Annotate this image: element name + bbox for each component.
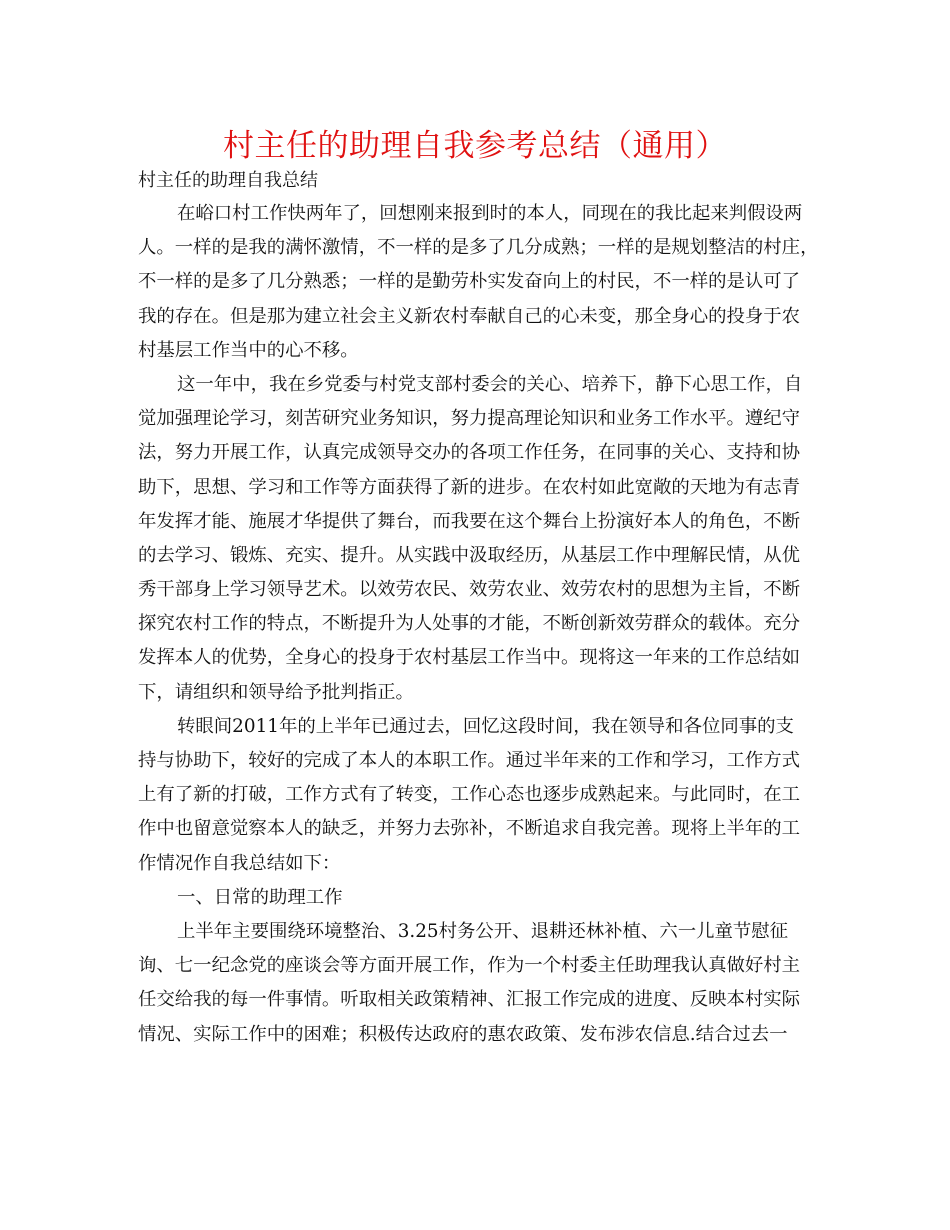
text-line: 下，请组织和领导给予批判指正。	[138, 681, 414, 703]
document-body	[138, 197, 818, 1052]
text-line: 作中也留意觉察本人的缺乏，并努力去弥补，不断追求自我完善。现将上半年的工	[138, 818, 801, 840]
paragraph-4	[138, 915, 818, 1052]
text-line: 上半年主要围绕环境整治、3.25村务公开、退耕还林补植、六一儿童节慰征	[177, 920, 789, 942]
text-line: 探究农村工作的特点，不断提升为人处事的才能，不断创新效劳群众的载体。充分	[138, 613, 801, 635]
text-line: 询、七一纪念党的座谈会等方面开展工作，作为一个村委主任助理我认真做好村主	[138, 955, 801, 977]
text-line: 在峪口村工作快两年了，回想刚来报到时的本人，同现在的我比起来判假设两	[177, 203, 803, 224]
text-line: 不一样的是多了几分熟悉；一样的是勤劳朴实发奋向上的村民，不一样的是认可了	[138, 271, 801, 293]
paragraph-2	[138, 368, 818, 710]
text-line: 我的存在。但是那为建立社会主义新农村奉献自己的心未变，那全身心的投身于农	[138, 305, 801, 327]
text-line: 发挥本人的优势，全身心的投身于农村基层工作当中。现将这一年来的工作总结如	[138, 647, 801, 669]
text-line: 的去学习、锻炼、充实、提升。从实践中汲取经历，从基层工作中理解民情，从优	[138, 544, 801, 566]
section-heading-daily-work	[138, 881, 818, 915]
text-line: 情况、实际工作中的困难；积极传达政府的惠农政策、发布涉农信息.结合过去一	[138, 1023, 788, 1045]
text-line: 上有了新的打破，工作方式有了转变，工作心态也逐步成熟起来。与此同时，在工	[138, 784, 801, 806]
text-line: 这一年中，我在乡党委与村党支部村委会的关心、培养下，静下心思工作，自	[177, 373, 803, 395]
text-line: 村基层工作当中的心不移。	[138, 339, 359, 361]
document-subtitle: 村主任的助理自我总结	[138, 170, 318, 191]
text-line: 助下，思想、学习和工作等方面获得了新的进步。在农村如此宽敞的天地为有志青	[138, 476, 801, 498]
text-line: 任交给我的每一件事情。听取相关政策精神、汇报工作完成的进度、反映本村实际	[138, 989, 801, 1011]
paragraph-3	[138, 710, 818, 881]
text-line: 持与协助下，较好的完成了本人的本职工作。通过半年来的工作和学习，工作方式	[138, 750, 801, 771]
text-line: 秀干部身上学习领导艺术。以效劳农民、效劳农业、效劳农村的思想为主旨，不断	[138, 579, 801, 601]
paragraph-1	[138, 197, 818, 368]
text-line: 年发挥才能、施展才华提供了舞台，而我要在这个舞台上扮演好本人的角色，不断	[138, 510, 801, 532]
document-title: 村主任的助理自我参考总结（通用）	[223, 128, 727, 164]
text-line: 人。一样的是我的满怀激情，不一样的是多了几分成熟；一样的是规划整洁的村庄，	[138, 237, 818, 259]
text-line: 转眼间2011年的上半年已通过去，回忆这段时间，我在领导和各位同事的支	[177, 715, 794, 737]
text-line: 作情况作自我总结如下：	[138, 852, 341, 874]
text-line: 觉加强理论学习，刻苦研究业务知识，努力提高理论知识和业务工作水平。遵纪守	[138, 408, 801, 430]
text-line: 一、日常的助理工作	[177, 886, 343, 908]
text-line: 法，努力开展工作，认真完成领导交办的各项工作任务，在同事的关心、支持和协	[138, 442, 801, 464]
